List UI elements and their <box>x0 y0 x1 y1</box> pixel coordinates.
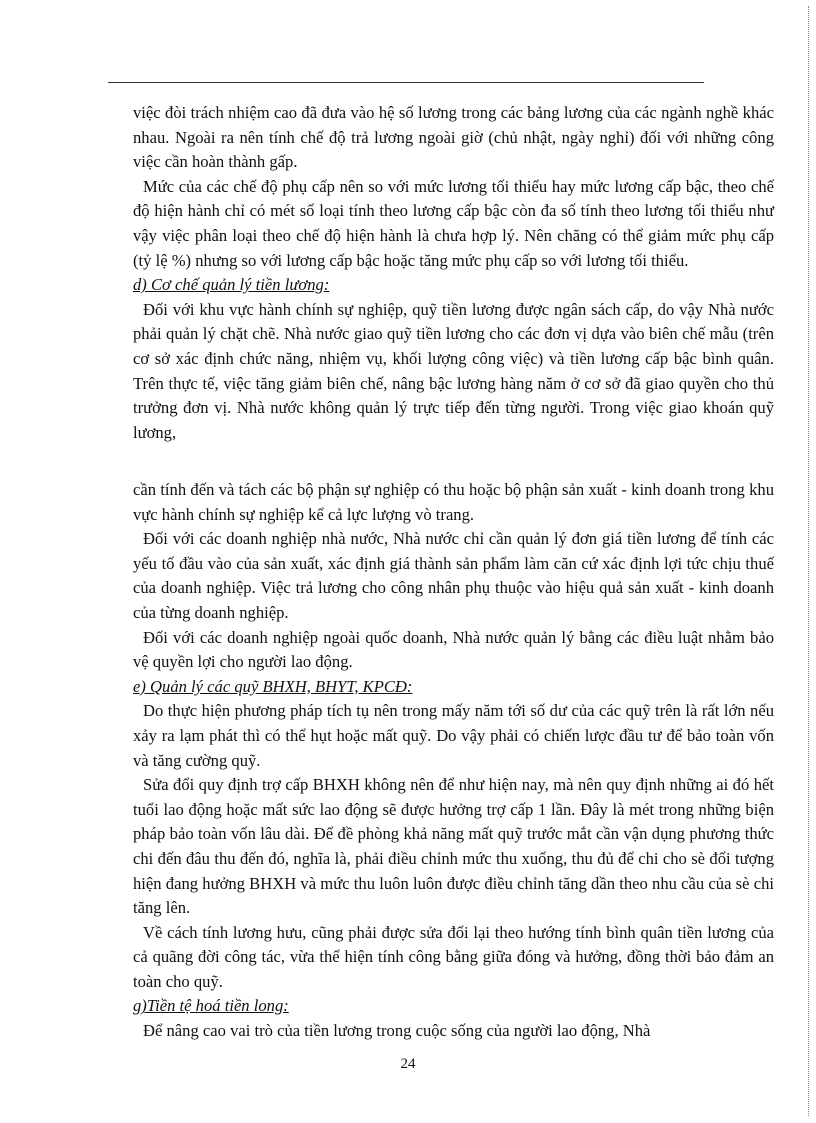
paragraph-administrative-sector: Đối với khu vực hành chính sự nghiệp, quỹ tiền lương được ngân sách cấp, do vậy Nhà nước phải quản lý chặt chẽ. Nhà nước giao quỹ tiền lương cho các đơn vị dựa vào biên chế mẫu (trên cơ sở xác định chức năng, nhiệm vụ, khối lượng công việc) và tiền lương cấp bậc bình quân. Trên thực tế, việc tăng giảm biên chế, nâng bậc lương hàng năm ở cơ sở đã giao quyền cho thủ trưởng đơn vị. Nhà nước không quản lý trực tiếp đến từng người. Trong việc giao khoán quỹ lương, <box>133 299 774 442</box>
section-heading-d: d) Cơ chế quản lý tiền lương: <box>133 275 330 295</box>
paragraph-allowance-levels: Mức của các chế độ phụ cấp nên so với mức lương tối thiểu hay mức lương cấp bậc, theo chế độ hiện hành chỉ có mét số loại tính theo lương cấp bậc còn đa số tính theo lương tối thiểu như vậy việc phân loại theo chế độ hiện hành là chưa hợp lý. Nên chăng có thể giảm mức phụ cấp (tỷ lệ %) nhưng so với lương cấp bậc hoặc tăng mức phụ cấp so với lương tối thiểu. <box>133 176 774 270</box>
paragraph-state-enterprises: Đối với các doanh nghiệp nhà nước, Nhà nước chỉ cần quản lý đơn giá tiền lương để tính các yếu tố đầu vào của sản xuất, xác định giá thành sản phẩm làm căn cứ xác định lợi tức chịu thuế của doanh nghiệp. Việc trả lương cho công nhân phụ thuộc vào hiệu quả sản xuất - kinh doanh của từng doanh nghiệp. <box>133 529 774 622</box>
paragraph-pension: Về cách tính lương hưu, cũng phải được sửa đổi lại theo hướng tính bình quân tiền lương của cả quãng đời công tác, vừa thể hiện tính công bằng giữa đóng và hưởng, đồng thời bảo đảm an toàn cho quỹ. <box>133 922 774 991</box>
paragraph-private-enterprises: Đối với các doanh nghiệp ngoài quốc doanh, Nhà nước quản lý bằng các điều luật nhằm bảo vệ quyền lợi cho người lao động. <box>133 627 774 672</box>
paragraph-continuation-2: cần tính đến và tách các bộ phận sự nghiệp có thu hoặc bộ phận sản xuất - kinh doanh trong khu vực hành chính sự nghiệp kể cả lực lượng vò trang. <box>133 480 774 524</box>
text-block-upper <box>133 101 774 445</box>
section-heading-e: e) Quản lý các quỹ BHXH, BHYT, KPCĐ: <box>133 676 413 696</box>
header-rule <box>108 82 704 83</box>
paragraph-monetization: Để nâng cao vai trò của tiền lương trong cuộc sống của người lao động, Nhà <box>143 1021 651 1041</box>
text-block-lower <box>133 478 774 1044</box>
page-edge-border <box>808 6 811 1116</box>
paragraph-bhxh-regulation: Sửa đổi quy định trợ cấp BHXH không nên để như hiện nay, mà nên quy định những ai đó hết tuổi lao động hoặc mất sức lao động sẽ được hưởng trợ cấp 1 lần. Đây là mét trong những biện pháp bảo toàn vốn lâu dài. Để đề phòng khả năng mất quỹ trước mắt cần vận dụng phương thức chi đến đâu thu đến đó, nghĩa là, phải điều chỉnh mức thu xuống, thu đủ để chi cho sè đối tượng hiện đang hưởng BHXH và mức thu luôn luôn được điều chỉnh tăng dần theo nhu cầu của sè chi tăng lên. <box>133 775 774 918</box>
section-heading-g: g)Tiền tệ hoá tiền long: <box>133 996 289 1016</box>
page-number: 24 <box>400 1056 416 1072</box>
paragraph-continuation: việc đòi trách nhiệm cao đã đưa vào hệ số lương trong các bảng lương của các ngành nghề khác nhau. Ngoài ra nên tính chế độ trả lương ngoài giờ (chủ nhật, ngày nghỉ) đối với những công việc cần hoàn thành gấp. <box>133 103 774 172</box>
paragraph-fund-accumulation: Do thực hiện phương pháp tích tụ nên trong mấy năm tới số dư của các quỹ trên là rất lớn nếu xảy ra lạm phát thì có thể hụt hoặc mất quỹ. Do vậy phải có chiến lược đầu tư để bảo toàn vốn và tăng cường quỹ. <box>133 701 774 770</box>
